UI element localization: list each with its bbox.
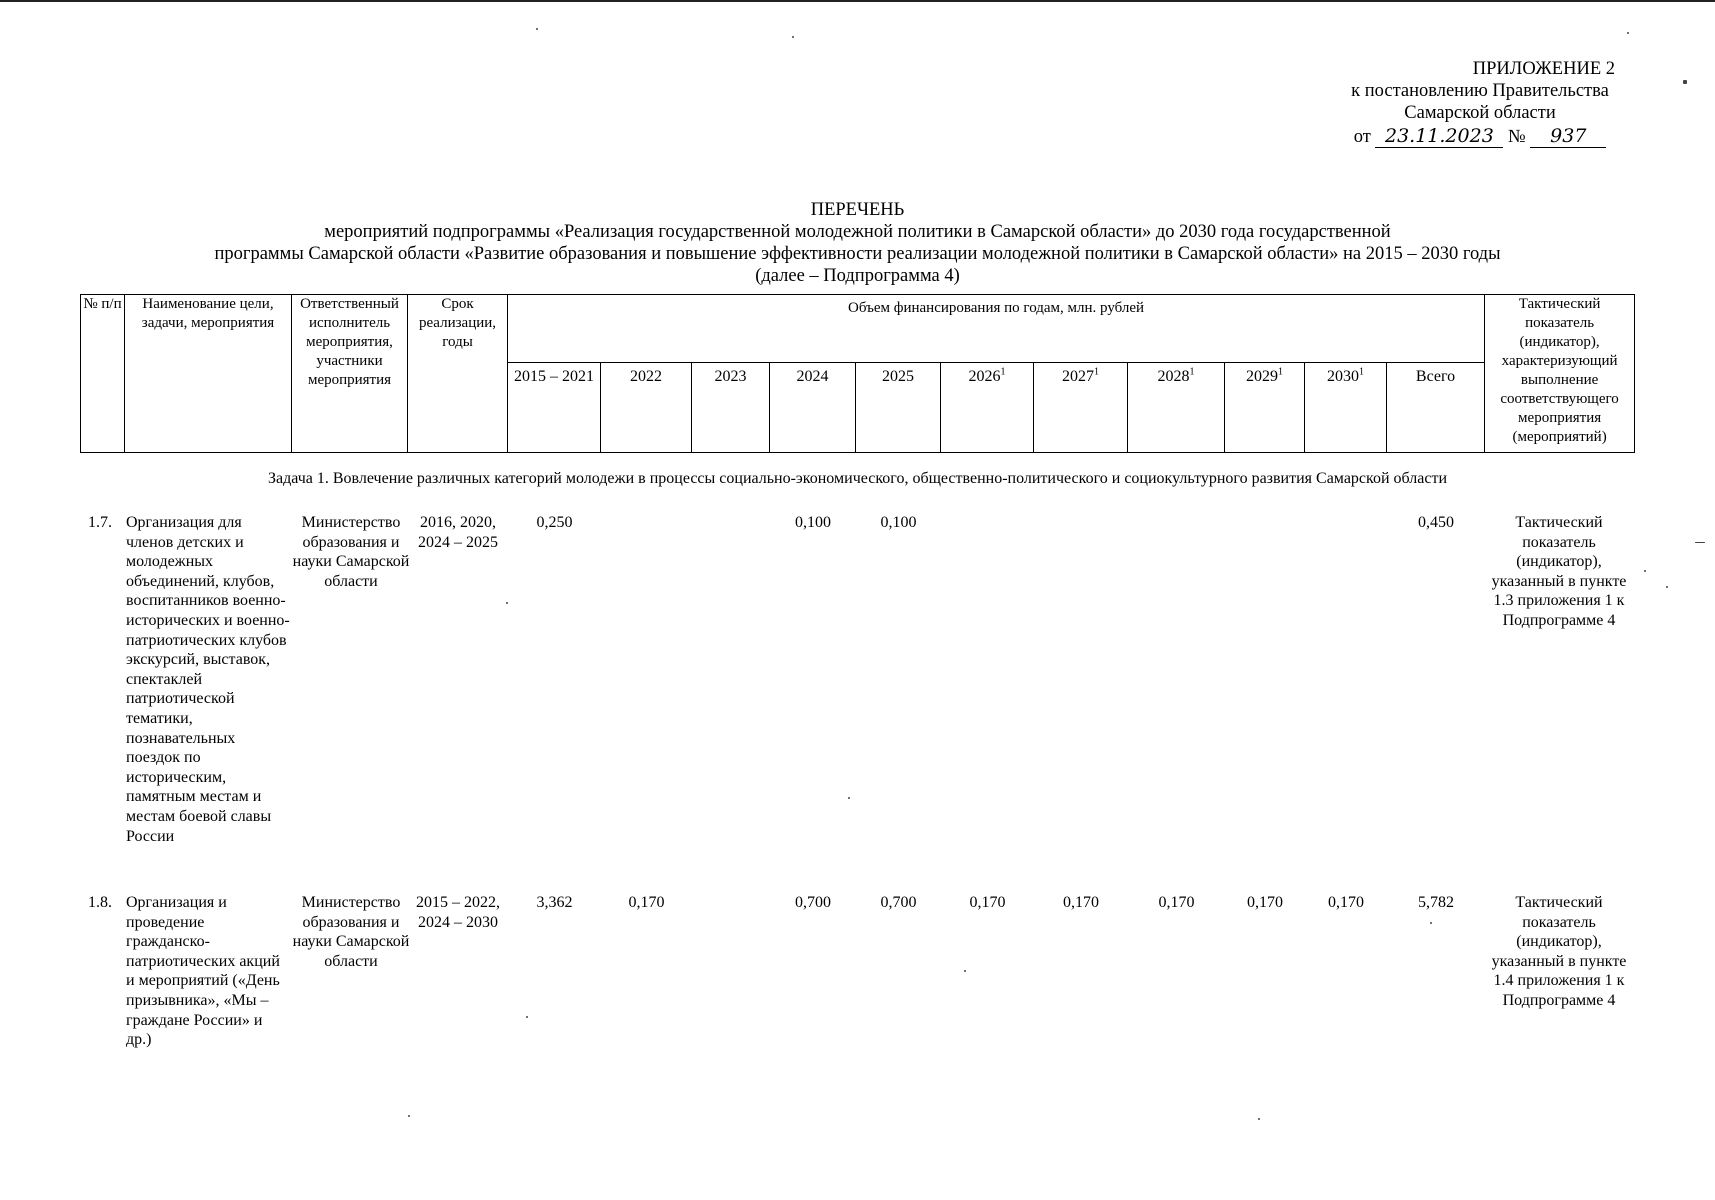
scan-speck bbox=[506, 602, 508, 604]
appendix-date-line bbox=[1315, 125, 1645, 148]
row-1-8-value-2024: 0,700 bbox=[795, 894, 831, 911]
row-1-7-value-2025: 0,100 bbox=[880, 514, 917, 531]
scan-speck bbox=[848, 797, 850, 799]
handwritten-date: 23.11.2023 bbox=[1375, 125, 1503, 148]
header-year: 2023 bbox=[692, 363, 770, 453]
scan-speck bbox=[408, 1115, 410, 1117]
row-1-8-value-2029: 0,170 bbox=[1247, 894, 1283, 911]
header-year: 2022 bbox=[601, 363, 692, 453]
row-1-8-executor: Министерство образования и науки Самарской области bbox=[292, 894, 410, 970]
scan-speck bbox=[1627, 32, 1629, 34]
document-subtitle-line-3: (далее – Подпрограмма 4) bbox=[755, 266, 960, 286]
row-1-7-executor: Министерство образования и науки Самарской области bbox=[292, 514, 410, 590]
row-1-7-num: 1.7. bbox=[88, 514, 112, 531]
header-year: 2027$^1$ bbox=[1034, 363, 1128, 453]
date-prefix: от bbox=[1353, 127, 1371, 147]
row-1-8-num: 1.8. bbox=[88, 894, 112, 911]
row-1-7-name: Организация для членов детских и молодежных объединений, клубов, воспитанников военно-исторических и военно-патриотических клубов экскурсий, выставок, спектаклей патриотической тематики, познавательных поездок по историческим, памятным местам и местам боевой славы России bbox=[126, 514, 290, 845]
row-1-7-value-total: 0,450 bbox=[1418, 514, 1454, 531]
scan-speck bbox=[1430, 922, 1432, 924]
header-year: 2025 bbox=[856, 363, 941, 453]
row-1-8-value-2025: 0,700 bbox=[880, 894, 917, 911]
header-year: 2026$^1$ bbox=[941, 363, 1034, 453]
row-1-8-value-2015-2021: 3,362 bbox=[536, 894, 573, 911]
row-1-8-value-2028: 0,170 bbox=[1158, 894, 1195, 911]
row-1-8-value-total: 5,782 bbox=[1418, 894, 1454, 911]
scan-speck bbox=[1258, 1118, 1260, 1120]
number-label: № bbox=[1508, 127, 1526, 147]
scan-speck bbox=[536, 28, 538, 30]
scan-speck bbox=[1666, 586, 1668, 588]
scan-speck bbox=[1644, 570, 1646, 572]
appendix-block bbox=[1315, 58, 1645, 148]
scan-speck bbox=[1683, 80, 1687, 84]
scan-speck bbox=[526, 1016, 528, 1018]
header-year: 2015 – 2021 bbox=[508, 363, 601, 453]
scan-speck bbox=[1695, 542, 1705, 543]
table-header bbox=[80, 294, 1635, 453]
row-1-8-name: Организация и проведение гражданско-патриотических акций и мероприятий («День призывника», «Мы – граждане России» и др.) bbox=[126, 894, 280, 1049]
header-year: 2030$^1$ bbox=[1305, 363, 1387, 453]
header-year-total: Всего bbox=[1387, 363, 1485, 453]
handwritten-number: 937 bbox=[1530, 125, 1606, 148]
appendix-line-2: Самарской области bbox=[1404, 103, 1556, 123]
header-executor: Ответственный исполнитель мероприятия, участники мероприятия bbox=[292, 295, 408, 453]
header-num: № п/п bbox=[81, 295, 125, 453]
row-1-8-value-2027: 0,170 bbox=[1063, 894, 1099, 911]
document-subtitle-line-2: программы Самарской области «Развитие образования и повышение эффективности реализации молодежной политики в Самарской области» на 2015 – 2030 годы bbox=[214, 244, 1501, 264]
header-term: Срок реализации, годы bbox=[408, 295, 508, 453]
scan-speck bbox=[964, 970, 966, 972]
row-1-8-value-2022: 0,170 bbox=[628, 894, 665, 911]
row-1-7-value-2024: 0,100 bbox=[795, 514, 831, 531]
header-year: 2028$^1$ bbox=[1128, 363, 1225, 453]
row-1-7-value-2015-2021: 0,250 bbox=[536, 514, 573, 531]
header-year: 2029$^1$ bbox=[1225, 363, 1305, 453]
scan-speck bbox=[792, 36, 794, 38]
row-1-8-indicator: Тактический показатель (индикатор), указанный в пункте 1.4 приложения 1 к Подпрограмме 4 bbox=[1491, 894, 1627, 1009]
header-indicator: Тактический показатель (индикатор), характеризующий выполнение соответствующего мероприятия (мероприятий) bbox=[1485, 295, 1635, 453]
row-1-8-value-2030: 0,170 bbox=[1328, 894, 1364, 911]
document-title: ПЕРЕЧЕНЬ bbox=[810, 200, 905, 220]
top-border-line bbox=[0, 0, 1715, 2]
header-year: 2024 bbox=[770, 363, 856, 453]
row-1-7-term: 2016, 2020, 2024 – 2025 bbox=[418, 514, 498, 551]
document-subtitle-line-1: мероприятий подпрограммы «Реализация государственной молодежной политики в Самарской области» до 2030 года государственной bbox=[324, 222, 1391, 242]
row-1-8-value-2026: 0,170 bbox=[969, 894, 1006, 911]
appendix-line-1: к постановлению Правительства bbox=[1351, 81, 1609, 101]
task-heading: Задача 1. Вовлечение различных категорий молодежи в процессы социально-экономического, общественно-политического и социокультурного развития Самарской области bbox=[267, 470, 1448, 487]
appendix-title: ПРИЛОЖЕНИЕ 2 bbox=[1472, 59, 1615, 79]
header-funding: Объем финансирования по годам, млн. рублей bbox=[508, 295, 1485, 363]
header-name: Наименование цели, задачи, мероприятия bbox=[125, 295, 292, 453]
row-1-8-term: 2015 – 2022, 2024 – 2030 bbox=[416, 894, 500, 931]
row-1-7-indicator: Тактический показатель (индикатор), указанный в пункте 1.3 приложения 1 к Подпрограмме 4 bbox=[1491, 514, 1627, 629]
